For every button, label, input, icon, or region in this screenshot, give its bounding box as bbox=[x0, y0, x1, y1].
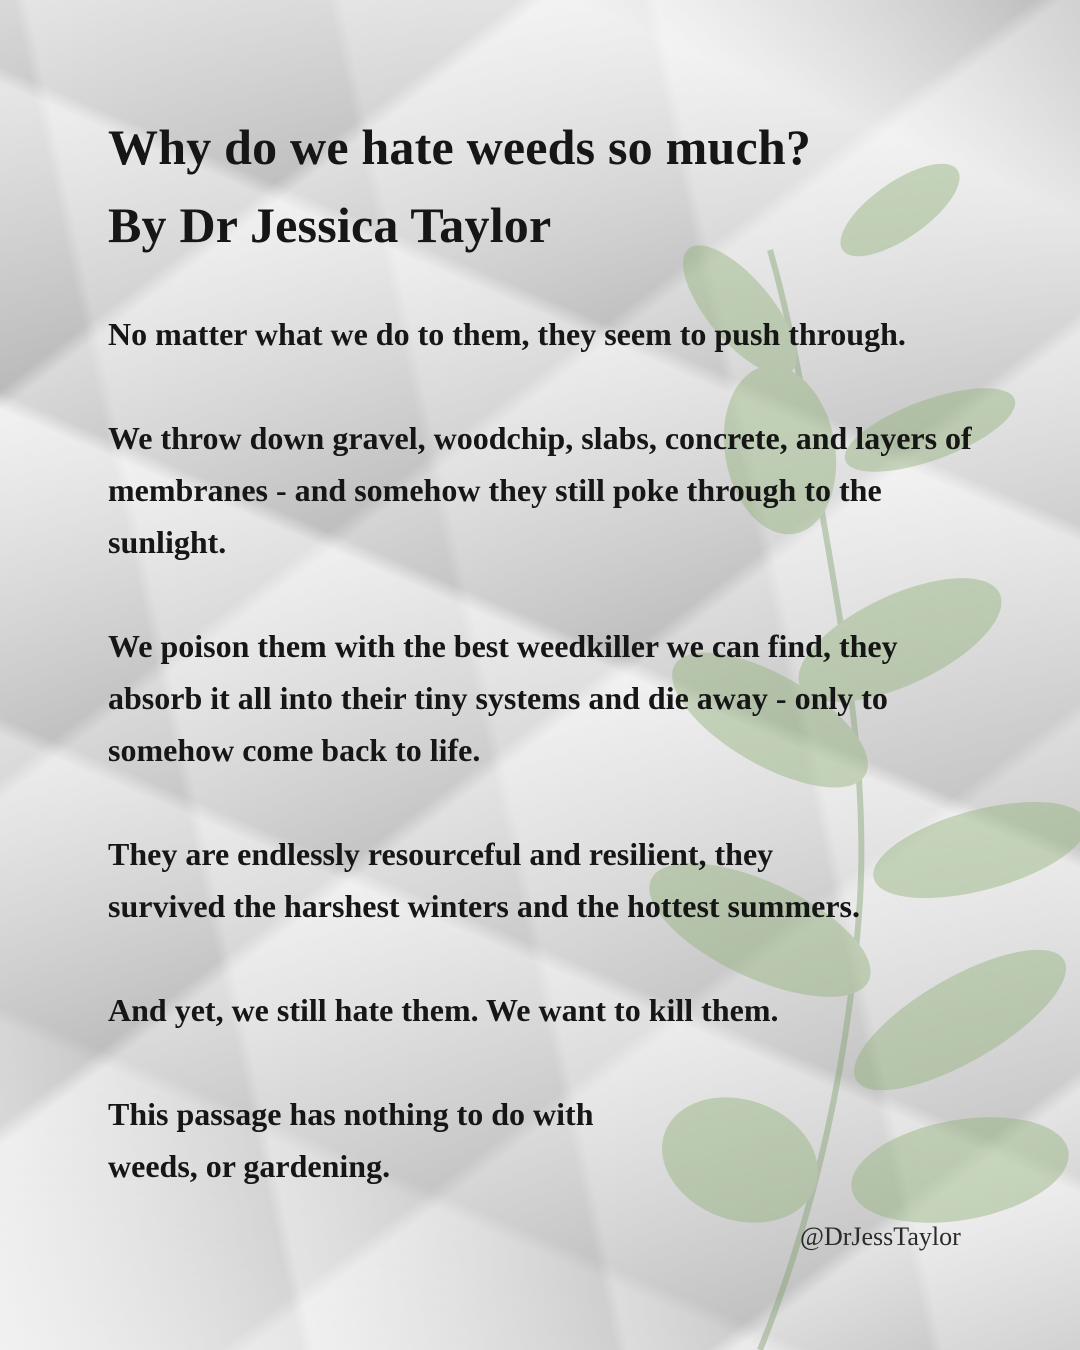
article bbox=[108, 108, 988, 1192]
body-text bbox=[108, 308, 988, 1192]
paragraph: No matter what we do to them, they seem to push through. bbox=[108, 316, 906, 352]
paragraph: We poison them with the best weedkiller we can find, they absorb it all into their tiny systems and die away - only to somehow come back to life. bbox=[108, 628, 898, 768]
title-byline: By Dr Jessica Taylor bbox=[108, 197, 552, 253]
author-handle: @DrJessTaylor bbox=[800, 1222, 961, 1251]
page-title bbox=[108, 108, 988, 264]
paragraph: And yet, we still hate them. We want to kill them. bbox=[108, 992, 779, 1028]
paragraph: We throw down gravel, woodchip, slabs, concrete, and layers of membranes - and somehow they still poke through to the sunlight. bbox=[108, 420, 972, 560]
title-question: Why do we hate weeds so much? bbox=[108, 119, 812, 175]
closing-paragraph: This passage has nothing to do with weeds, or gardening. bbox=[108, 1096, 594, 1184]
paragraph: They are endlessly resourceful and resilient, they survived the harshest winters and the hottest summers. bbox=[108, 836, 860, 924]
